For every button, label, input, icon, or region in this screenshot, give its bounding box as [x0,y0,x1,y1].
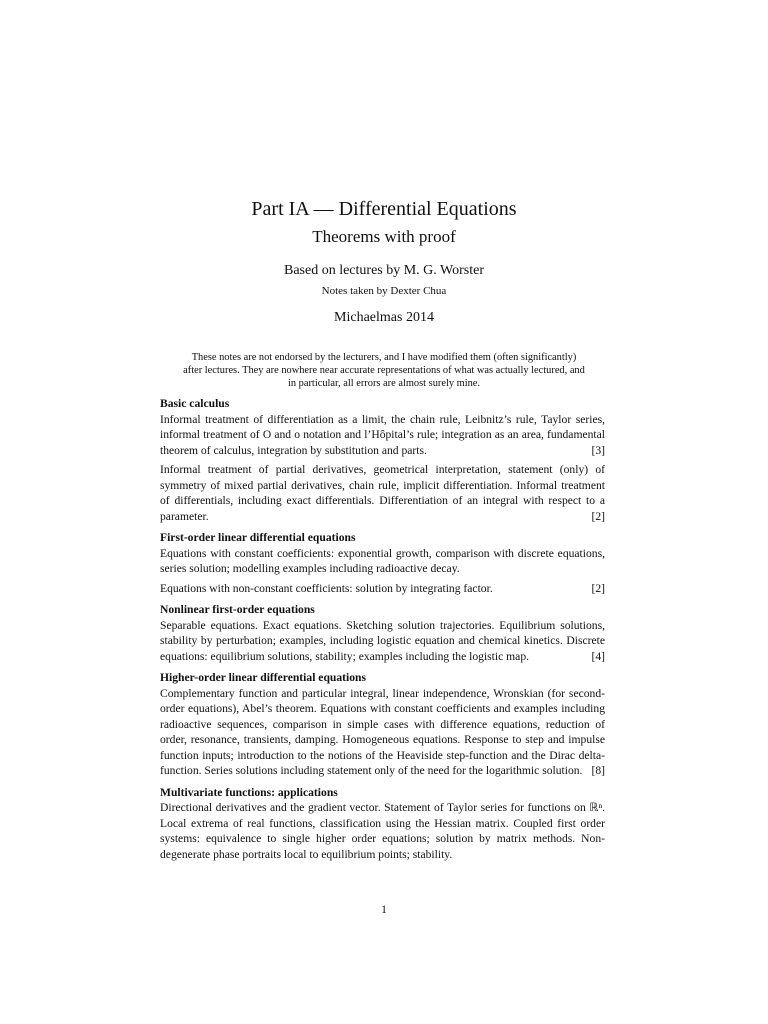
paragraph-text: Separable equations. Exact equations. Sketching solution trajectories. Equilibrium solutions, stability by perturbation; examples, including logistic equation and chemical kinetics. Discrete equations: equilibrium solutions, stability; examples including the logistic map. [160,618,605,663]
paragraph-text: Directional derivatives and the gradient vector. Statement of Taylor series for functions on ℝⁿ. Local extrema of real functions, classification using the Hessian matrix. Coupled first order systems: equivalence to single higher order equations; solution by matrix methods. Non-degenerate phase portraits local to equilibrium points; stability. [160,801,605,861]
section-paragraph [160,462,605,524]
section-first-order-linear [160,530,605,596]
term-line: Michaelmas 2014 [334,310,434,325]
section-nonlinear-first-order [160,602,605,664]
section-paragraph [160,412,605,459]
paragraph-text: Equations with non-constant coefficients: solution by integrating factor. [160,581,493,595]
section-paragraph [160,686,605,779]
section-title: Multivariate functions: applications [160,785,338,799]
document-subtitle: Theorems with proof [312,227,456,246]
lecture-count: [4] [591,649,605,663]
page-number: 1 [381,903,387,916]
syllabus-content [160,396,605,868]
paragraph-text: Informal treatment of differentiation as a limit, the chain rule, Leibnitz’s rule, Taylor series, informal treatment of O and o notation and l’Hôpital’s rule; integration as an area, fundamental theorem of calculus, integration by substitution and parts. [160,412,605,457]
document-title: Part IA — Differential Equations [251,198,517,220]
section-paragraph [160,800,605,862]
section-title: Higher-order linear differential equations [160,671,366,684]
notes-author-line: Notes taken by Dexter Chua [321,285,447,297]
section-basic-calculus [160,396,605,524]
disclaimer: These notes are not endorsed by the lecturers, and I have modified them (often significantly) after lectures. They are nowhere near accurate representations of what was actually lectured, and in particular, all errors are almost surely mine. [183,352,585,389]
lecture-count: [2] [591,509,605,523]
section-title: Basic calculus [160,397,230,410]
paragraph-text: Complementary function and particular integral, linear independence, Wronskian (for second-order equations), Abel’s theorem. Equations with constant coefficients and examples including radioactive sequences, comparison in simple cases with difference equations, reduction of order, resonance, transients, damping. Homogeneous equations. Response to step and impulse function inputs; introduction to the notions of the Heaviside step-function and the Dirac delta-function. Series solutions including statement only of the need for the logarithmic solution. [160,686,605,777]
section-higher-order-linear [160,670,605,779]
section-paragraph [160,618,605,665]
section-title: Nonlinear first-order equations [160,603,315,616]
lecture-count: [2] [591,581,605,595]
paragraph-text: Informal treatment of partial derivatives, geometrical interpretation, statement (only) of symmetry of mixed partial derivatives, chain rule, implicit differentiation. Informal treatment of differentials, including exact differentials. Differentiation of an integral with respect to a parameter. [160,463,605,523]
lecturer-line: Based on lectures by M. G. Worster [283,263,485,278]
section-multivariate-functions [160,785,605,863]
section-paragraph [160,546,605,577]
section-paragraph [160,581,605,597]
lecture-count: [8] [591,764,605,777]
paragraph-text: Equations with constant coefficients: exponential growth, comparison with discrete equations, series solution; modelling examples including radioactive decay. [160,546,605,575]
section-title: First-order linear differential equations [160,531,356,544]
lecture-count: [3] [591,443,605,457]
